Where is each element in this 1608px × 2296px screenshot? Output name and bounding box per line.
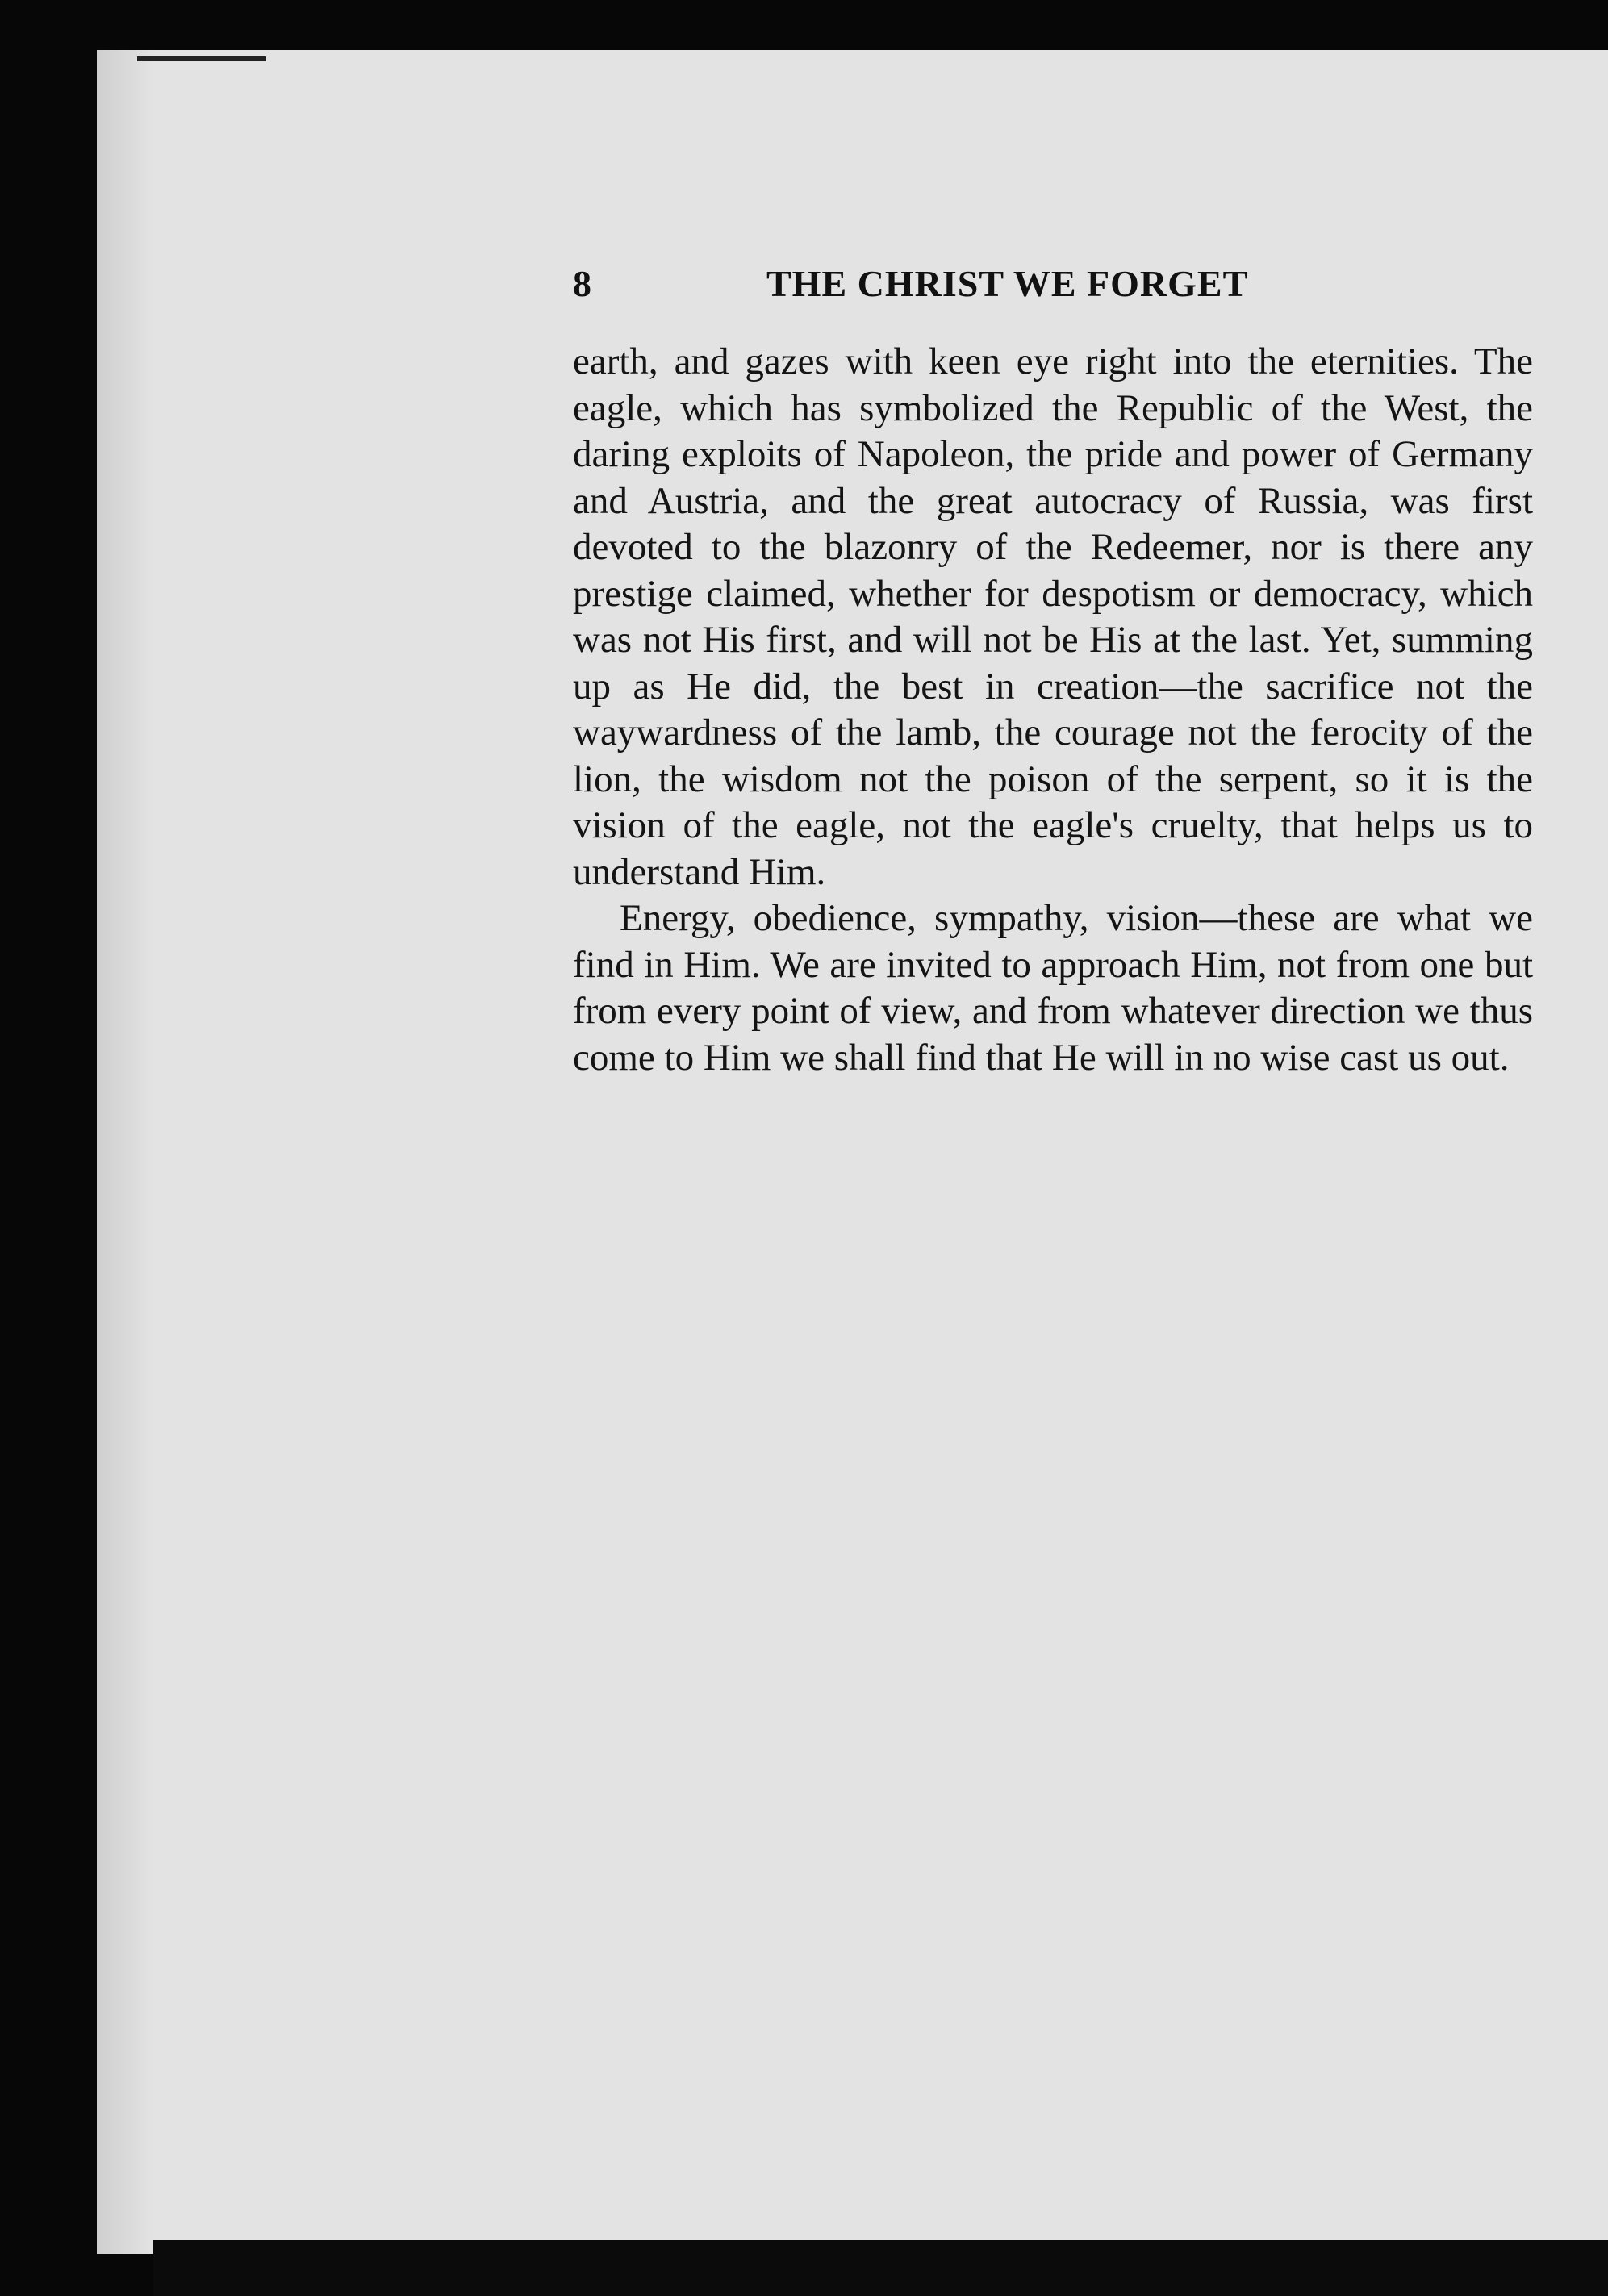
page-gutter-shadow	[97, 50, 153, 2254]
scan-bottom-edge	[153, 2240, 1608, 2296]
paragraph-1: earth, and gazes with keen eye right into the eternities. The eagle, which has symbolized the Republic of the West, the daring exploits of Napoleon, the pride and power of Germany and Austria, and the great autocracy of Russia, was first devoted to the blazonry of the Redeemer, nor is there any prestige claimed, whether for despotism or democracy, which was not His first, and will not be His at the last. Yet, summing up as He did, the best in creation—the sacrifice not the waywardness of the lamb, the courage not the ferocity of the lion, the wisdom not the poison of the serpent, so it is the vision of the eagle, not the eagle's cruelty, that helps us to understand Him.	[573, 340, 1533, 893]
paragraph-2: Energy, obedience, sympathy, vision—these are what we find in Him. We are invited to approach Him, not from one but from every point of view, and from whatever direction we thus come to Him we shall find that He will in no wise cast us out.	[573, 897, 1533, 1079]
scan-edge-mark	[137, 56, 266, 61]
running-title: THE CHRIST WE FORGET	[766, 263, 1249, 304]
page-header	[573, 262, 1533, 311]
body-text	[573, 339, 1533, 1081]
page-number: 8	[573, 263, 591, 304]
